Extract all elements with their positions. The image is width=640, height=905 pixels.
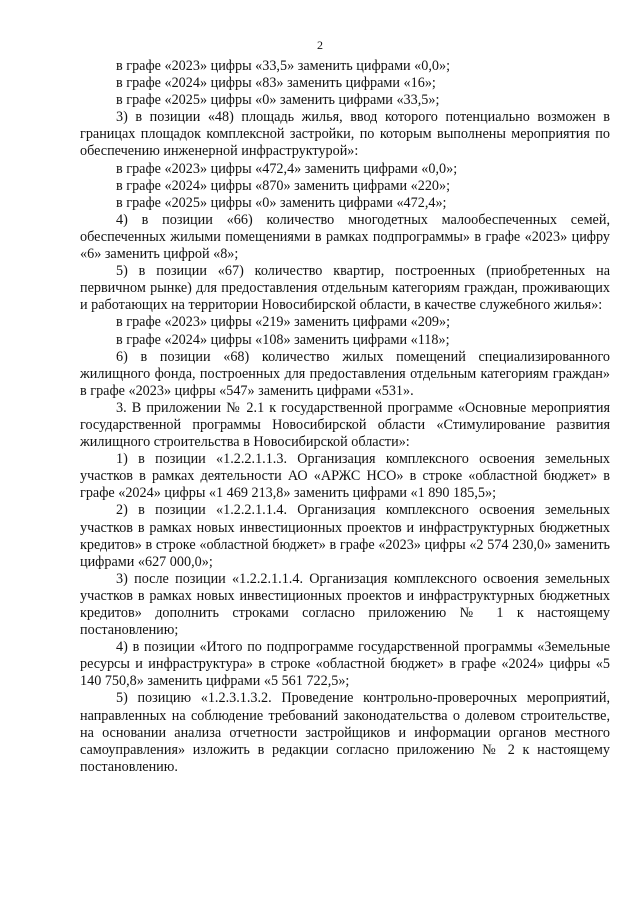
paragraph-2023-33-5: в графе «2023» цифры «33,5» заменить цифрами «0,0»; (116, 58, 451, 74)
paragraph-2023-219: в графе «2023» цифры «219» заменить цифрами «209»; (116, 314, 451, 331)
paragraph-2025-0: в графе «2025» цифры «0» заменить цифрами «33,5»; (116, 92, 440, 109)
paragraph-subitem-4-total-subprogram: 4) в позиции «Итого по подпрограмме государственной программы «Земельные ресурсы и инфраструктура» в строке «областной бюджет» в графе «2024» цифры «5 140 750,8» заменить цифрами «5 561 722,5»; (80, 639, 610, 690)
paragraph-2025-0-472-4: в графе «2025» цифры «0» заменить цифрами «472,4»; (116, 194, 447, 211)
paragraph-item-3-position-48: 3) в позиции «48) площадь жилья, ввод которого потенциально возможен в границах площадок комплексной застройки, по которым выполнены мероприятия по обеспечению инженерной инфраструктурой»: (80, 109, 610, 160)
paragraph-subitem-5-position-1-2-3-1-3-2: 5) позицию «1.2.3.1.3.2. Проведение контрольно-проверочных мероприятий, направленных на соблюдение требований законодательства о долевом строительстве, на основании анализа отчетности застройщиков и информации органов местного самоуправления» изложить в редакции согласно приложению № 2 к настоящему постановлению. (80, 690, 610, 775)
paragraph-item-6-position-68: 6) в позиции «68) количество жилых помещений специализированного жилищного фонда, построенных для предоставления отдельным категориям граждан» в графе «2023» цифры «547» заменить цифрами «531». (80, 348, 610, 399)
paragraph-section-3-appendix-2-1: 3. В приложении № 2.1 к государственной программе «Основные мероприятия государственной программы Новосибирской области «Стимулирование развития жилищного строительства в Новосибирской области»: (80, 399, 610, 451)
paragraph-2023-472-4: в графе «2023» цифры «472,4» заменить цифрами «0,0»; (116, 160, 458, 177)
document-body (80, 58, 610, 776)
page-number: 2 (317, 38, 323, 52)
paragraph-subitem-3-after-position: 3) после позиции «1.2.2.1.1.4. Организация комплексного освоения земельных участков в рамках новых инвестиционных проектов и инфраструктурных бюджетных кредитов» дополнить строками согласно приложению № 1 к настоящему постановлению; (80, 570, 610, 639)
paragraph-2024-83: в графе «2024» цифры «83» заменить цифрами «16»; (116, 75, 436, 92)
paragraph-2024-870: в графе «2024» цифры «870» заменить цифрами «220»; (116, 177, 451, 194)
paragraph-item-5-position-67: 5) в позиции «67) количество квартир, построенных (приобретенных на первичном рынке) для предоставления отдельным категориям граждан, проживающих и работающих на территории Новосибирской области, в качестве служебного жилья»: (80, 263, 610, 314)
paragraph-item-4-position-66: 4) в позиции «66) количество многодетных малообеспеченных семей, обеспеченных жилыми помещениями в рамках подпрограммы» в графе «2023» цифру «6» заменить цифрой «8»; (80, 211, 610, 263)
paragraph-subitem-1-position-1-2-2-1-1-3: 1) в позиции «1.2.2.1.1.3. Организация комплексного освоения земельных участков в рамках деятельности АО «АРЖС НСО» в строке «областной бюджет» в графе «2024» цифры «1 469 213,8» заменить цифрами «1 890 185,5»; (80, 451, 610, 502)
paragraph-subitem-2-position-1-2-2-1-1-4: 2) в позиции «1.2.2.1.1.4. Организация комплексного освоения земельных участков в рамках новых инвестиционных проектов и инфраструктурных бюджетных кредитов» в строке «областной бюджет» в графе «2023» цифры «2 574 230,0» заменить цифрами «627 000,0»; (80, 502, 610, 570)
paragraph-2024-108: в графе «2024» цифры «108» заменить цифрами «118»; (116, 331, 450, 348)
